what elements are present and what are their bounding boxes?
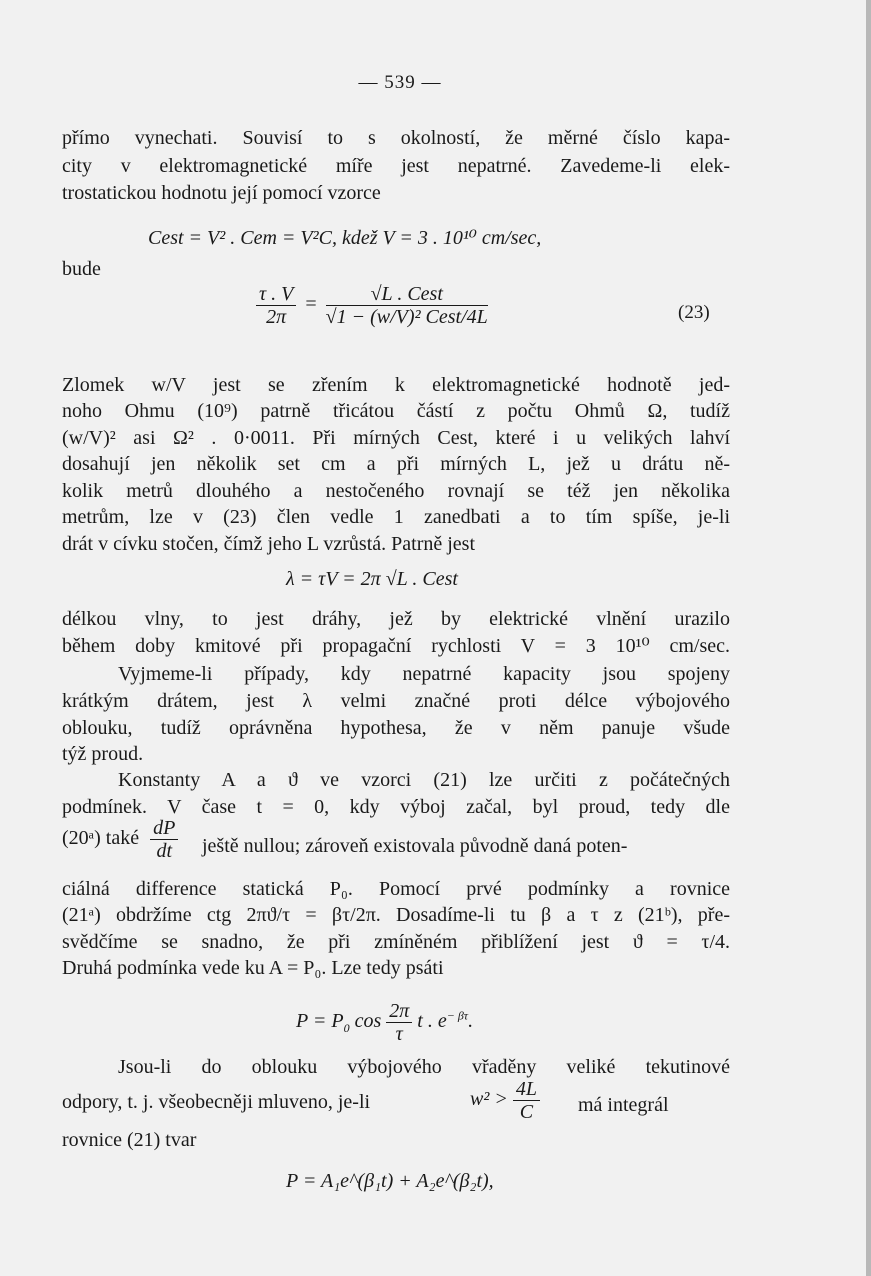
text-line: Zlomek w/V jest se zřením k elektromagnetické hodnotě jed- (62, 374, 730, 396)
text-line: bude (62, 258, 101, 280)
text-line: (21ᵃ) obdržíme ctg 2πϑ/τ = βτ/2π. Dosadíme-li tu β a τ z (21ᵇ), pře- (62, 904, 730, 926)
text-line: ciálná difference statická P₀. Pomocí prvé podmínky a rovnice (62, 878, 730, 900)
cos-fraction: $\frac{2\pi}{\tau}$ (386, 1000, 412, 1045)
text-line: rovnice (21) tvar (62, 1129, 197, 1151)
text-line: oblouku, tudíž oprávněna hypothesa, že v něm panuje všude (62, 717, 730, 739)
text-line: během doby kmitové při propagační rychlosti V = 3 10¹⁰ cm/sec. (62, 635, 730, 657)
text-line: metrům, lze v (23) člen vedle 1 zanedbati a to tím spíše, je-li (62, 506, 730, 528)
page-number: — 539 — (358, 72, 442, 93)
text-line: noho Ohmu (10⁹) patrně třicátou částí z počtu Ohmů Ω, tudíž (62, 400, 730, 422)
text-line: Jsou-li do oblouku výbojového vřaděny veliké tekutinové (118, 1056, 730, 1078)
text-line: podmínek. V čase t = 0, kdy výboj začal, byl proud, tedy dle (62, 796, 730, 818)
page-edge (866, 0, 871, 1276)
text-line: Druhá podmínka vede ku A = P₀. Lze tedy psáti (62, 957, 444, 979)
text-line: odpory, t. j. všeobecněji mluveno, je-li (62, 1091, 371, 1113)
text-line: svědčíme se snadno, že při zmíněném přiblížení jest ϑ = τ/4. (62, 931, 730, 953)
equation-P: $P = P_0$ cos $\frac{2\pi}{\tau}$ t . $e^{- \beta\tau}$. (296, 1000, 474, 1045)
condition-fraction: $\frac{4L}{C}$ (513, 1078, 540, 1123)
text-line: Konstanty A a ϑ ve vzorci (21) lze určiti z počátečných (118, 769, 730, 791)
equation-number: (23) (678, 302, 710, 323)
eq23-left-fraction: $\frac{\tau . V}{2\pi}$ (256, 283, 296, 328)
text-line: drát v cívku stočen, čímž jeho L vzrůstá. Patrně jest (62, 533, 476, 555)
equation-final: P = A₁e^(β₁t) + A₂e^(β₂t), (286, 1170, 494, 1192)
text-line: týž proud. (62, 743, 144, 765)
text-line: délkou vlny, to jest dráhy, jež by elektrické vlnění urazilo (62, 608, 730, 630)
equation-23: $\frac{\tau . V}{2\pi}$ = $\frac{\text{√L . Cest}}{\text{√1 − (w/V)² Cest/4L}}$ (256, 283, 488, 328)
text-line: city v elektromagnetické míře jest nepatrné. Zavedeme-li elek- (62, 155, 730, 177)
equation-condition: w² > $\frac{4L}{C}$ (470, 1078, 540, 1123)
dp-dt-fraction: $\frac{dP}{dt}$ (150, 817, 178, 862)
text-line: ještě nullou; zároveň existovala původně daná poten- (202, 835, 628, 857)
text-line: dosahují jen několik set cm a při mírných L, jež u drátu ně- (62, 453, 730, 475)
eq23-right-fraction: $\frac{\text{√L . Cest}}{\text{√1 − (w/V)² Cest/4L}}$ (325, 283, 488, 328)
equation-cest: Cest = V² . Cem = V²C, kdež V = 3 . 10¹⁰ cm/sec, (148, 227, 542, 249)
line-20a-prefix: (20ᵃ) také $\frac{dP}{dt}$ (62, 817, 178, 862)
equation-lambda: λ = τV = 2π √L . Cest (286, 568, 458, 590)
text-line: trostatickou hodnotu její pomocí vzorce (62, 182, 381, 204)
text-line: (w/V)² asi Ω² . 0·0011. Při mírných Cest, které i u velikých lahví (62, 427, 730, 449)
text-line: krátkým drátem, jest λ velmi značné proti délce výbojového (62, 690, 730, 712)
text-line: přímo vynechati. Souvisí to s okolností, že měrné číslo kapa- (62, 127, 730, 149)
text-line: Vyjmeme-li případy, kdy nepatrné kapacity jsou spojeny (118, 663, 730, 685)
text-line: má integrál (578, 1094, 669, 1116)
text-line: kolik metrů dlouhého a nestočeného rovnají se též jen několika (62, 480, 730, 502)
